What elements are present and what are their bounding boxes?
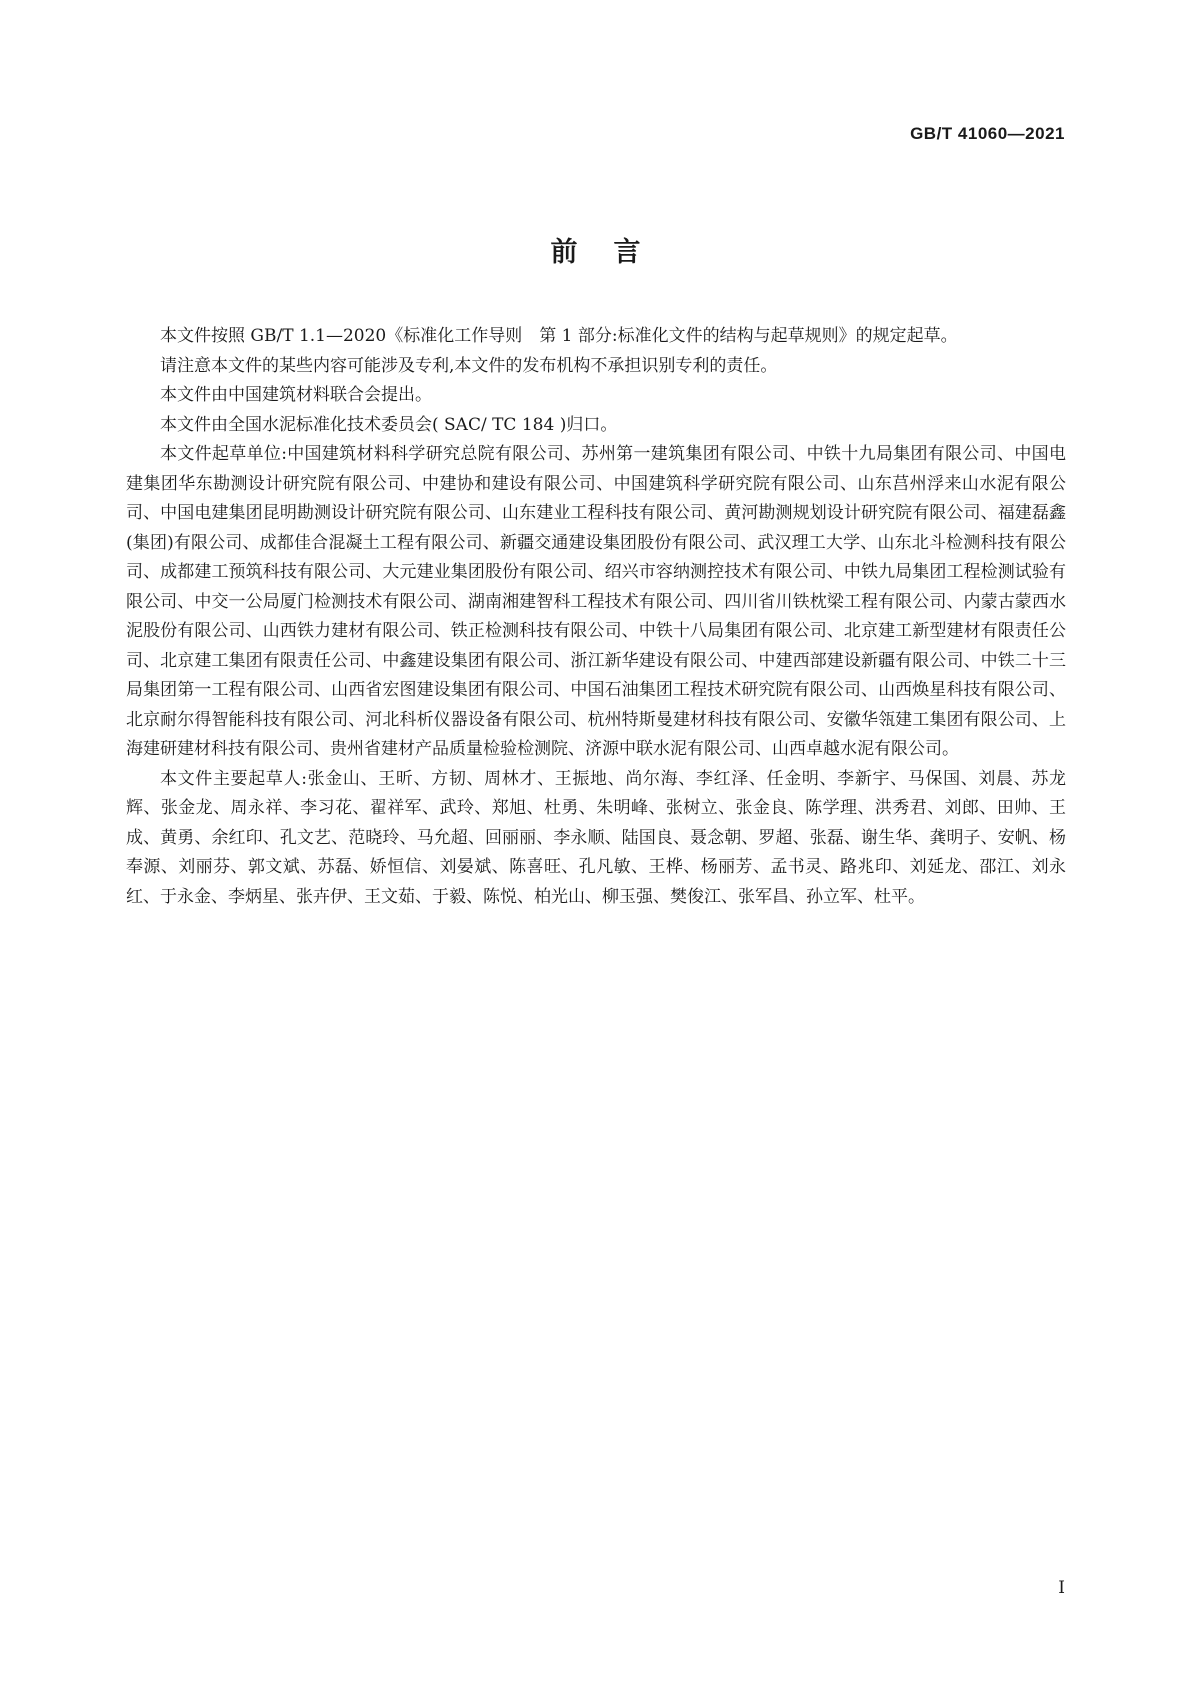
page-title: 前言 [550, 237, 677, 268]
foreword-body [126, 322, 1066, 912]
paragraph-drafters: 本文件主要起草人:张金山、王昕、方韧、周林才、王振地、尚尔海、李红泽、任金明、李新宇、马保国、刘晨、苏龙辉、张金龙、周永祥、李习花、翟祥军、武玲、郑旭、杜勇、朱明峰、张树立、张金良、陈学理、洪秀君、刘郎、田帅、王成、黄勇、余红印、孔文艺、范晓玲、马允超、回丽丽、李永顺、陆国良、聂念朝、罗超、张磊、谢生华、龚明子、安帆、杨奉源、刘丽芬、郭文斌、苏磊、娇恒信、刘晏斌、陈喜旺、孔凡敏、王桦、杨丽芳、孟书灵、路兆印、刘延龙、邵江、刘永红、于永金、李炳星、张卉伊、王文茹、于毅、陈悦、柏光山、柳玉强、樊俊江、张军昌、孙立军、杜平。 [126, 768, 1066, 907]
page-number: I [1058, 1578, 1065, 1598]
paragraph-drafting-rules: 本文件按照 GB/T 1.1—2020《标准化工作导则 第 1 部分:标准化文件的结构与起草规则》的规定起草。 [160, 326, 958, 346]
paragraph-drafting-units: 本文件起草单位:中国建筑材料科学研究总院有限公司、苏州第一建筑集团有限公司、中铁十九局集团有限公司、中国电建集团华东勘测设计研究院有限公司、中建协和建设有限公司、中国建筑科学研究院有限公司、山东莒州浮来山水泥有限公司、中国电建集团昆明勘测设计研究院有限公司、山东建业工程科技有限公司、黄河勘测规划设计研究院有限公司、福建磊鑫(集团)有限公司、成都佳合混凝土工程有限公司、新疆交通建设集团股份有限公司、武汉理工大学、山东北斗检测科技有限公司、成都建工预筑科技有限公司、大元建业集团股份有限公司、绍兴市容纳测控技术有限公司、中铁九局集团工程检测试验有限公司、中交一公局厦门检测技术有限公司、湖南湘建智科工程技术有限公司、四川省川铁枕梁工程有限公司、内蒙古蒙西水泥股份有限公司、山西铁力建材有限公司、铁正检测科技有限公司、中铁十八局集团有限公司、北京建工新型建材有限责任公司、北京建工集团有限责任公司、中鑫建设集团有限公司、浙江新华建设有限公司、中建西部建设新疆有限公司、中铁二十三局集团第一工程有限公司、山西省宏图建设集团有限公司、中国石油集团工程技术研究院有限公司、山西焕星科技有限公司、北京耐尔得智能科技有限公司、河北科析仪器设备有限公司、杭州特斯曼建材科技有限公司、安徽华瓴建工集团有限公司、上海建研建材科技有限公司、贵州省建材产品质量检验检测院、济源中联水泥有限公司、山西卓越水泥有限公司。 [126, 444, 1066, 759]
paragraph-administrator: 本文件由全国水泥标准化技术委员会( SAC/ TC 184 )归口。 [160, 414, 618, 435]
paragraph-patent-notice: 请注意本文件的某些内容可能涉及专利,本文件的发布机构不承担识别专利的责任。 [160, 355, 778, 376]
paragraph-proposer: 本文件由中国建筑材料联合会提出。 [160, 385, 432, 405]
standard-code: GB/T 41060—2021 [910, 124, 1065, 143]
